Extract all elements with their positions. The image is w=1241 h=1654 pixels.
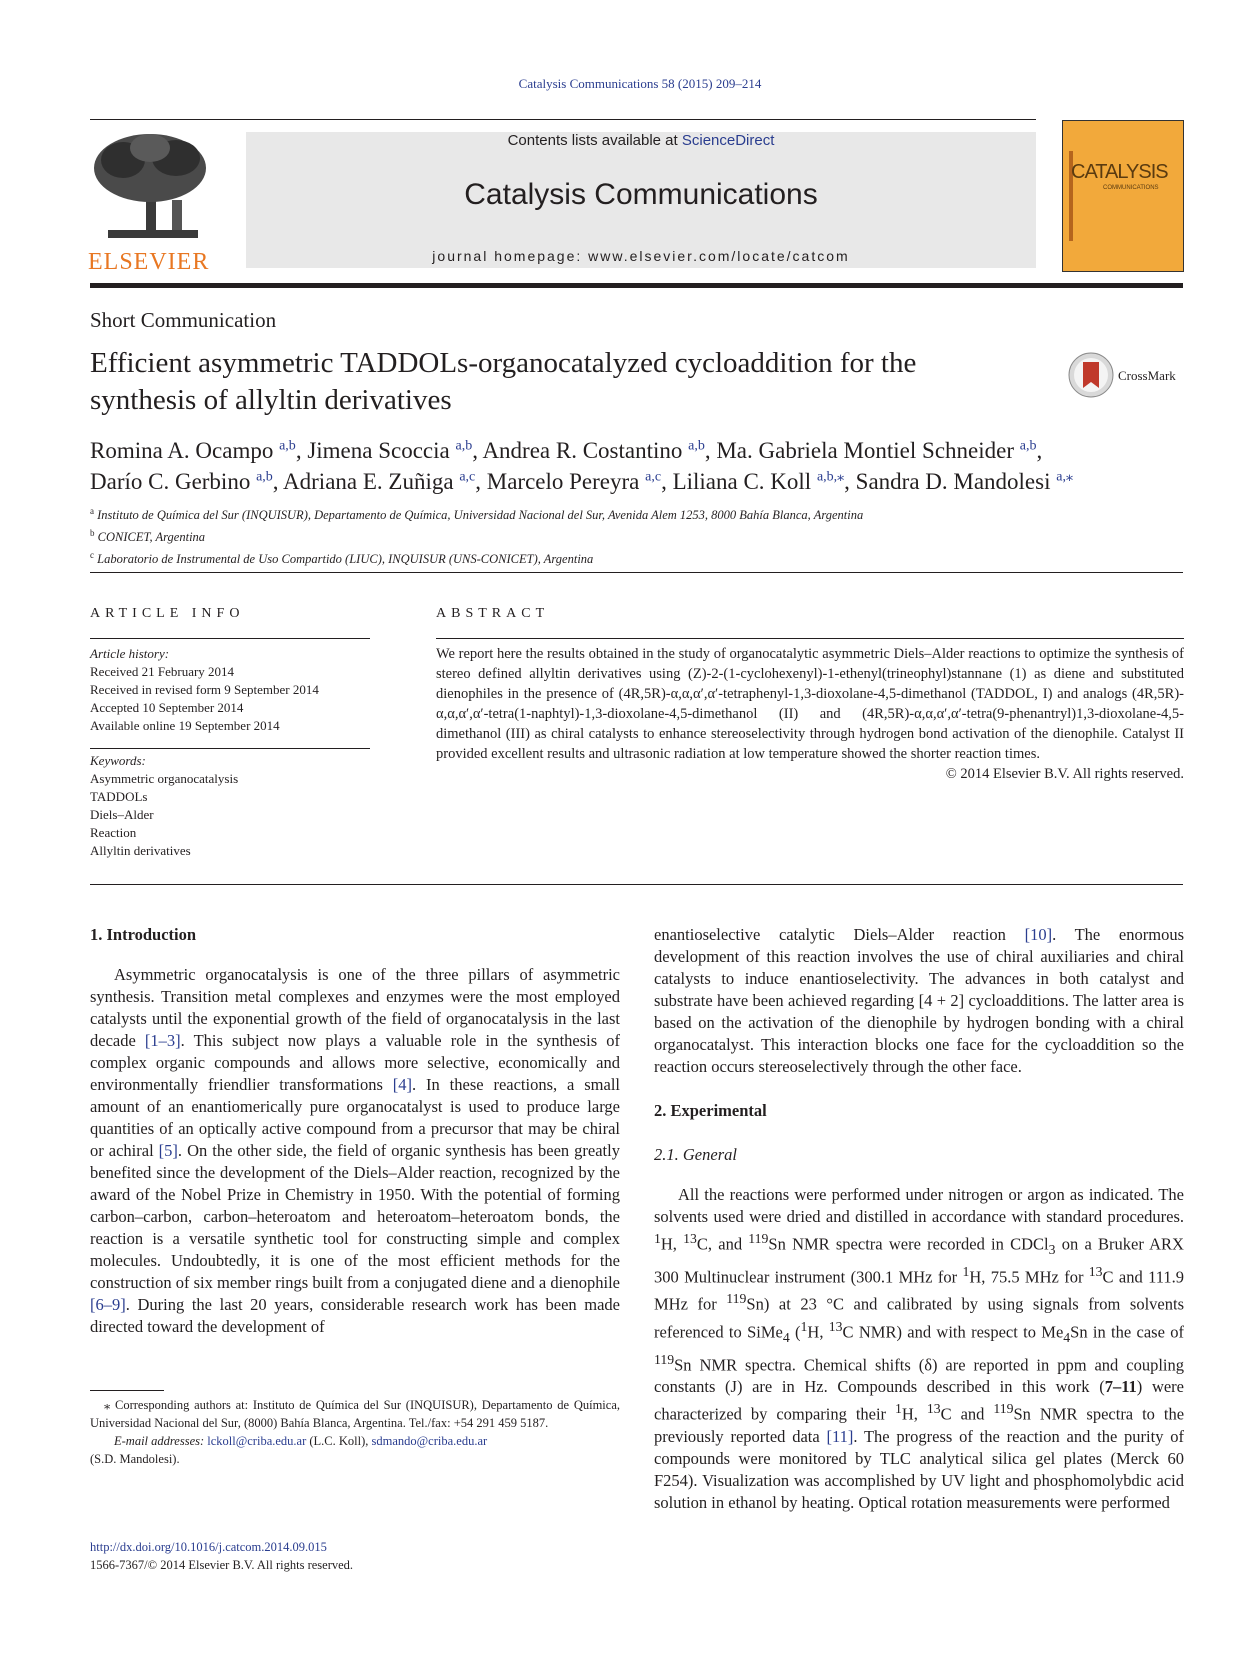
crossmark-badge[interactable] xyxy=(1068,352,1188,400)
journal-title: Catalysis Communications xyxy=(464,178,818,211)
doi-link[interactable]: http://dx.doi.org/10.1016/j.catcom.2014.09.015 xyxy=(90,1540,327,1554)
experimental-heading: 2. Experimental xyxy=(654,1101,767,1120)
author: Jimena Scoccia $^{a,b}$, xyxy=(307,437,483,463)
cover-title: CATALYSIS xyxy=(1071,161,1168,183)
affiliation-rule xyxy=(90,572,1183,573)
keyword-item: Allyltin derivatives xyxy=(90,843,191,858)
keyword-item: TADDOLs xyxy=(90,789,148,804)
abstract-text xyxy=(436,644,1184,784)
citation-link[interactable]: [1–3] xyxy=(144,1031,181,1050)
keyword-item: Asymmetric organocatalysis xyxy=(90,771,239,786)
author: Romina A. Ocampo $^{a,b}$, xyxy=(90,437,308,463)
affiliation-a: $^a$ Instituto de Química del Sur (INQUISUR), Departamento de Química, Universidad Nacional del Sur, Avenida Alem 1253, 8000 Bahía Blanca, Argentina xyxy=(90,506,864,523)
footnote-rule xyxy=(90,1390,164,1391)
tree-icon xyxy=(88,130,218,242)
journal-cover xyxy=(1062,120,1184,272)
footnote xyxy=(90,1396,620,1468)
keyword-item: Diels–Alder xyxy=(90,807,154,822)
contents-prefix: Contents lists available at xyxy=(507,132,682,149)
publisher-name: ELSEVIER xyxy=(88,249,210,275)
citation-link[interactable]: [6–9] xyxy=(90,1295,126,1314)
article-info-label: ARTICLE INFO xyxy=(90,606,245,621)
author: Marcelo Pereyra $^{a,c}$, xyxy=(486,469,673,495)
keywords xyxy=(90,752,370,860)
citation-link[interactable]: [5] xyxy=(158,1141,178,1160)
abstract-copyright: © 2014 Elsevier B.V. All rights reserved. xyxy=(945,766,1184,782)
abstract-bottom-rule xyxy=(90,884,1183,885)
history-item: Received in revised form 9 September 2014 xyxy=(90,682,319,697)
affiliations xyxy=(90,502,1170,568)
history-item: Received 21 February 2014 xyxy=(90,664,235,679)
author: Liliana C. Koll $^{a,b,⁎}$, xyxy=(672,469,856,495)
citation-link[interactable]: [10] xyxy=(1024,925,1053,944)
journal-reference[interactable]: Catalysis Communications 58 (2015) 209–214 xyxy=(518,76,762,91)
sciencedirect-link[interactable]: ScienceDirect xyxy=(681,132,775,149)
general-subheading: 2.1. General xyxy=(654,1145,737,1164)
abstract-label: ABSTRACT xyxy=(436,606,550,621)
author: Ma. Gabriela Montiel Schneider $^{a,b}$, xyxy=(716,437,1043,463)
author: Adriana E. Zuñiga $^{a,c}$, xyxy=(283,469,487,495)
email-link[interactable]: lckoll@criba.edu.ar xyxy=(207,1434,307,1448)
crossmark-icon xyxy=(1068,352,1114,398)
keyword-item: Reaction xyxy=(90,825,137,840)
history-label: Article history: xyxy=(90,646,170,661)
corresponding-note: ⁎ Corresponding authors at: Instituto de Química del Sur (INQUISUR), Departamento de Química, Universidad Nacional del Sur, (8000) Bahía Blanca, Argentina. Tel./fax: +54 291 459 5187. xyxy=(90,1398,620,1430)
article-type: Short Communication xyxy=(90,308,277,332)
info-rule-mid xyxy=(90,748,370,749)
email-link[interactable]: sdmando@criba.edu.ar xyxy=(371,1434,488,1448)
author-list xyxy=(90,432,1170,495)
introduction-section xyxy=(90,924,620,1338)
article-title xyxy=(90,345,1040,419)
doi-block xyxy=(90,1538,353,1574)
cover-subtitle: COMMUNICATIONS xyxy=(1103,185,1159,191)
header-thick-rule xyxy=(90,283,1183,288)
keywords-label: Keywords: xyxy=(90,753,146,768)
crossmark-label: CrossMark xyxy=(1118,368,1176,383)
journal-homepage[interactable]: journal homepage: www.elsevier.com/locate/catcom xyxy=(432,248,850,264)
introduction-heading: 1. Introduction xyxy=(90,925,197,944)
issn-line: 1566-7367/© 2014 Elsevier B.V. All rights reserved. xyxy=(90,1558,354,1572)
citation-link[interactable]: [11] xyxy=(826,1426,854,1446)
right-column xyxy=(654,924,1184,1514)
history-item: Accepted 10 September 2014 xyxy=(90,700,244,715)
title-line-2: synthesis of allyltin derivatives xyxy=(90,384,452,416)
email-note: E-mail addresses: lckoll@criba.edu.ar (L.C. Koll), sdmando@criba.edu.ar (S.D. Mandolesi). xyxy=(90,1434,488,1466)
info-rule-top xyxy=(90,638,370,639)
article-history xyxy=(90,640,370,735)
elsevier-logo xyxy=(88,130,218,275)
history-item: Available online 19 September 2014 xyxy=(90,718,280,733)
abstract-rule xyxy=(436,638,1184,639)
author: Andrea R. Costantino $^{a,b}$, xyxy=(482,437,717,463)
general-paragraph: All the reactions were performed under nitrogen or argon as indicated. The solvents used were dried and distilled in accordance with standard procedures. $^1$H, $^{13}$C, and $^{119}$Sn NMR spectra were recorded in CDCl$_3$ on a Bruker ARX 300 Multinuclear instrument (300.1 MHz for $^1$H, 75.5 MHz for $^{13}$C and 111.9 MHz for $^{119}$Sn) at 23 °C and calibrated by using signals from solvents referenced to SiMe$_4$ ($^1$H, $^{13}$C NMR) and with respect to $Me_4Sn$ in the case of $^{119}$Sn NMR spectra. Chemical shifts (δ) are reported in ppm and coupling constants (J) are in Hz. Compounds described in this work (7–11) were characterized by comparing their $^1$H, $^{13}$C and $^{119}$Sn NMR spectra to the previously reported data [11]. The progress of the reaction and the purity of compounds were monitored by TLC analytical silica gel plates (Merck 60 F254). Visualization was accomplished by UV light and phosphomolybdic acid solution in ethanol by heating. Optical rotation measurements were performed xyxy=(654,1185,1185,1512)
author: Darío C. Gerbino $^{a,b}$, xyxy=(90,469,284,495)
contents-line xyxy=(246,132,1036,149)
introduction-paragraph: Asymmetric organocatalysis is one of the three pillars of asymmetric synthesis. Transition metal complexes and enzymes were the most employed catalysts until the exponential growth of the field of organocatalysis in the last decade [1–3]. This subject now plays a valuable role in the synthesis of complex organic compounds and allows more selective, economically and environmentally friendlier transformations [4]. In these reactions, a small amount of an enantiomerically pure organocatalyst is used to produce large quantities of an optically active compound from a precursor that may be chiral or achiral [5]. On the other side, the field of organic synthesis has been greatly benefited since the development of the Diels–Alder reaction, recognized by the award of the Nobel Prize in Chemistry in 1950. With the potential of forming carbon–carbon, carbon–heteroatom and heteroatom–heteroatom bonds, the reaction is a versatile synthetic tool for constructing simple and complex molecules. Undoubtedly, it is one of the most efficient methods for the construction of six member rings built from a conjugated diene and a dienophile [6–9]. During the last 20 years, considerable research work has been made directed toward the development of xyxy=(90,965,621,1336)
header-rule xyxy=(90,119,1036,120)
author: Sandra D. Mandolesi $^{a,⁎}$ xyxy=(855,469,1073,495)
affiliation-c: $^c$ Laboratorio de Instrumental de Uso Compartido (LIUC), INQUISUR (UNS-CONICET), Argentina xyxy=(90,550,594,567)
title-line-1: Efficient asymmetric TADDOLs-organocatalyzed cycloaddition for the xyxy=(90,347,917,379)
affiliation-b: $^b$ CONICET, Argentina xyxy=(90,528,206,545)
abstract-body: We report here the results obtained in the study of organocatalytic asymmetric Diels–Alder reactions to optimize the synthesis of stereo defined allyltin derivatives using (Z)-2-(1-cyclohexenyl)-1-ethenyl(trineophyl)stannane (1) as diene and substituted dienophiles in the presence of (4R,5R)-α,α,α′,α′-tetraphenyl-1,3-dioxolane-4,5-dimethanol (TADDOL, I) and analogs (4R,5R)-α,α,α′,α′-tetra(1-naphtyl)-1,3-dioxolane-4,5-dimethanol (II) and (4R,5R)-α,α,α′,α′-tetra(9-phenantryl)1,3-dioxolane-4,5-dimethanol (III) as chiral catalysts to enhance stereoselectivity through hydrogen bond activation of the dienophile. Catalyst II provided excellent results and ultrasonic radiation at low temperature showed the shorter reaction times. xyxy=(436,646,1184,762)
introduction-paragraph-continued: enantioselective catalytic Diels–Alder reaction [10]. The enormous development of this reaction involves the use of chiral auxiliaries and chiral catalysts to induce enantioselectivity. The advances in both catalyst and substrate have been achieved regarding [4 + 2] cycloadditions. The latter area is based on the activation of the dienophile by hydrogen bonding with a chiral organocatalyst. This interaction blocks one face for the cycloaddition so the reaction occurs stereoselectively through the other face. xyxy=(654,925,1184,1076)
citation-link[interactable]: [4] xyxy=(392,1075,413,1094)
